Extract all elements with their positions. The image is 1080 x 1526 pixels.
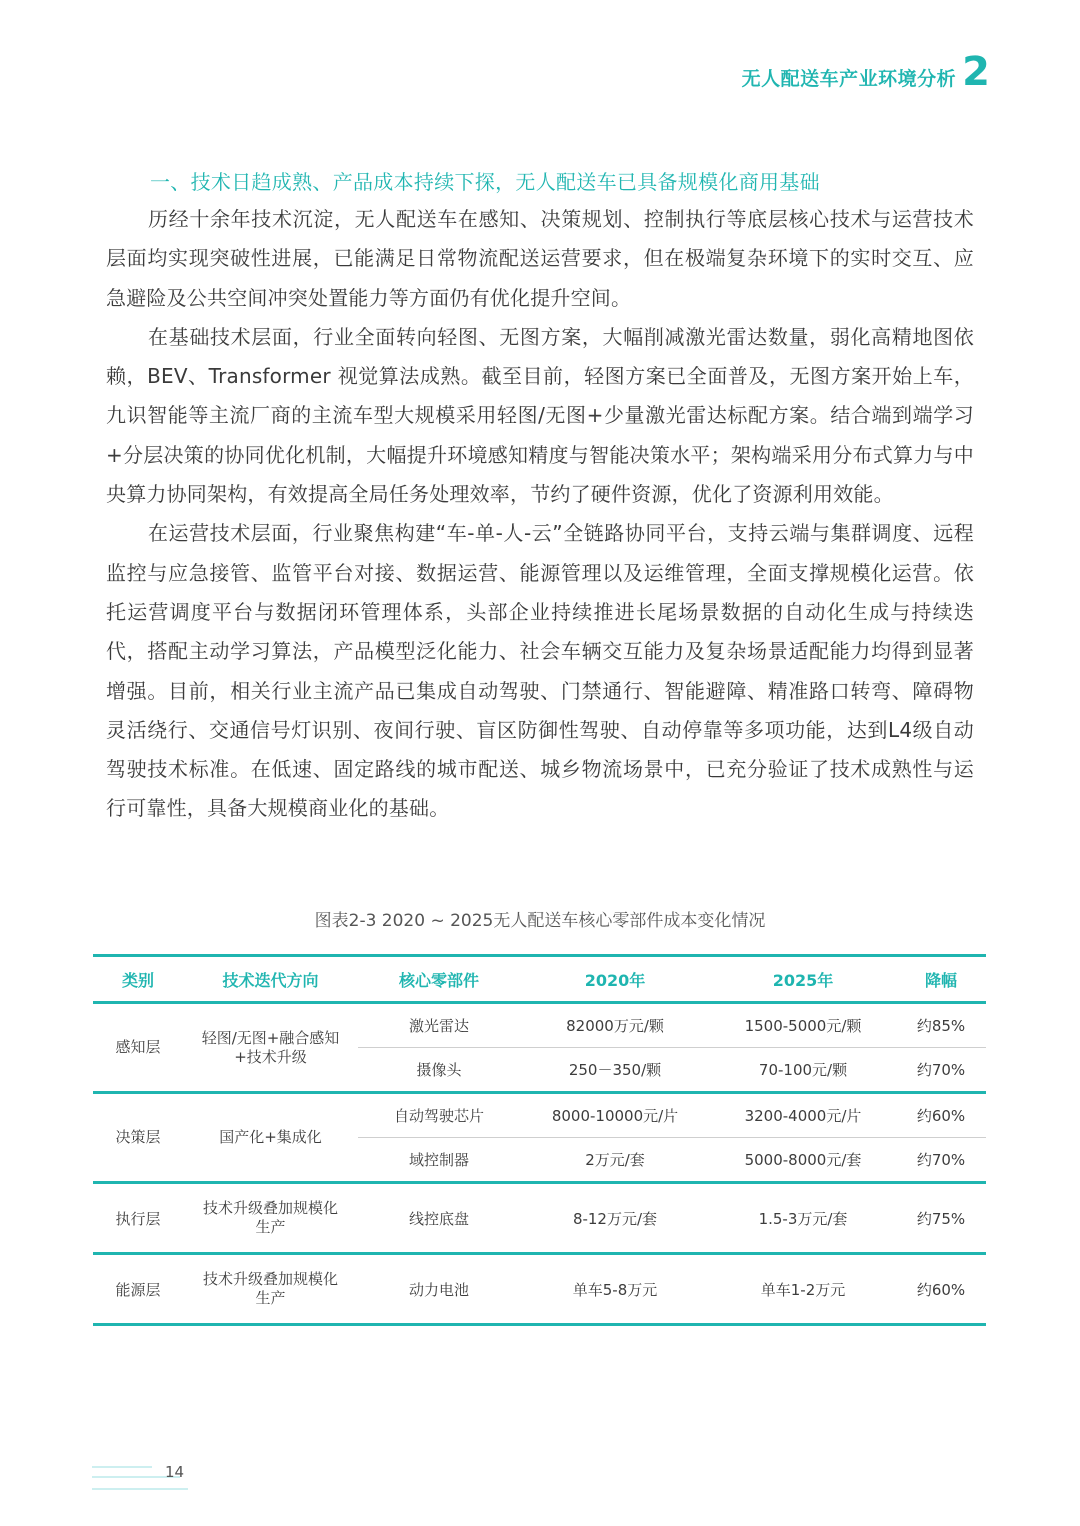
- paragraph-2: 在基础技术层面，行业全面转向轻图、无图方案，大幅削减激光雷达数量，弱化高精地图依赖，BEV、Transformer 视觉算法成熟。截至目前，轻图方案已全面普及，无图方案开始上车，九识智能等主流厂商的主流车型大规模采用轻图/无图+少量激光雷达标配方案。结合端到端学习+分层决策的协同优化机制，大幅提升环境感知精度与智能决策水平；架构端采用分布式算力与中央算力协同架构，有效提高全局任务处理效率，节约了硬件资源，优化了资源利用效能。: [106, 324, 974, 507]
- cell-part: 摄像头: [358, 1048, 520, 1093]
- cell-part: 线控底盘: [358, 1183, 520, 1254]
- cell-drop: 约85%: [896, 1003, 986, 1048]
- cell-category: 能源层: [93, 1254, 183, 1325]
- chapter-number: 2: [962, 49, 990, 95]
- section-title: 一、技术日趋成熟、产品成本持续下探，无人配送车已具备规模化商用基础: [150, 170, 820, 194]
- cell-2025: 1500-5000元/颗: [710, 1003, 896, 1048]
- cell-part: 激光雷达: [358, 1003, 520, 1048]
- body-text: [106, 200, 974, 829]
- cell-2020: 单车5-8万元: [520, 1254, 710, 1325]
- cell-drop: 约60%: [896, 1254, 986, 1325]
- page-header: [741, 49, 990, 95]
- cell-direction: 技术升级叠加规模化生产: [183, 1254, 358, 1325]
- cell-part: 动力电池: [358, 1254, 520, 1325]
- cell-2020: 8000-10000元/片: [520, 1093, 710, 1138]
- header-2025: 2025年: [710, 956, 896, 1003]
- header-drop: 降幅: [896, 956, 986, 1003]
- cell-category: 执行层: [93, 1183, 183, 1254]
- cell-2025: 1.5-3万元/套: [710, 1183, 896, 1254]
- cell-2020: 82000万元/颗: [520, 1003, 710, 1048]
- cell-category: 决策层: [93, 1093, 183, 1183]
- cell-2025: 单车1-2万元: [710, 1254, 896, 1325]
- header-part: 核心零部件: [358, 956, 520, 1003]
- cost-table: [93, 954, 986, 1326]
- cell-category: 感知层: [93, 1003, 183, 1093]
- table-row: [93, 1093, 986, 1138]
- cell-direction: 国产化+集成化: [183, 1093, 358, 1183]
- chapter-title: 无人配送车产业环境分析: [741, 68, 957, 90]
- cell-drop: 约70%: [896, 1138, 986, 1183]
- page-number: 14: [165, 1463, 185, 1481]
- cell-part: 自动驾驶芯片: [358, 1093, 520, 1138]
- table-row: [93, 1183, 986, 1254]
- table-header-row: [93, 956, 986, 1003]
- cell-drop: 约70%: [896, 1048, 986, 1093]
- cell-drop: 约60%: [896, 1093, 986, 1138]
- paragraph-3: 在运营技术层面，行业聚焦构建“车-单-人-云”全链路协同平台，支持云端与集群调度、远程监控与应急接管、监管平台对接、数据运营、能源管理以及运维管理，全面支撑规模化运营。依托运营调度平台与数据闭环管理体系，头部企业持续推进长尾场景数据的自动化生成与持续迭代，搭配主动学习算法，产品模型泛化能力、社会车辆交互能力及复杂场景适配能力均得到显著增强。目前，相关行业主流产品已集成自动驾驶、门禁通行、智能避障、精准路口转弯、障碍物灵活绕行、交通信号灯识别、夜间行驶、盲区防御性驾驶、自动停靠等多项功能，达到L4级自动驾驶技术标准。在低速、固定路线的城市配送、城乡物流场景中，已充分验证了技术成熟性与运行可靠性，具备大规模商业化的基础。: [106, 521, 974, 821]
- paragraph-1: 历经十余年技术沉淀，无人配送车在感知、决策规划、控制执行等底层核心技术与运营技术层面均实现突破性进展，已能满足日常物流配送运营要求，但在极端复杂环境下的实时交互、应急避险及公共空间冲突处置能力等方面仍有优化提升空间。: [106, 207, 974, 310]
- cell-direction: 技术升级叠加规模化生产: [183, 1183, 358, 1254]
- cell-2025: 3200-4000元/片: [710, 1093, 896, 1138]
- table-caption: 图表2-3 2020 ~ 2025无人配送车核心零部件成本变化情况: [314, 911, 766, 931]
- cell-2025: 5000-8000元/套: [710, 1138, 896, 1183]
- header-category: 类别: [93, 956, 183, 1003]
- table-row: [93, 1003, 986, 1048]
- table-row: [93, 1254, 986, 1325]
- cell-drop: 约75%: [896, 1183, 986, 1254]
- cell-direction: 轻图/无图+融合感知+技术升级: [183, 1003, 358, 1093]
- header-direction: 技术迭代方向: [183, 956, 358, 1003]
- cell-2020: 8-12万元/套: [520, 1183, 710, 1254]
- cell-2020: 250－350/颗: [520, 1048, 710, 1093]
- cell-2025: 70-100元/颗: [710, 1048, 896, 1093]
- cell-part: 域控制器: [358, 1138, 520, 1183]
- header-2020: 2020年: [520, 956, 710, 1003]
- cell-2020: 2万元/套: [520, 1138, 710, 1183]
